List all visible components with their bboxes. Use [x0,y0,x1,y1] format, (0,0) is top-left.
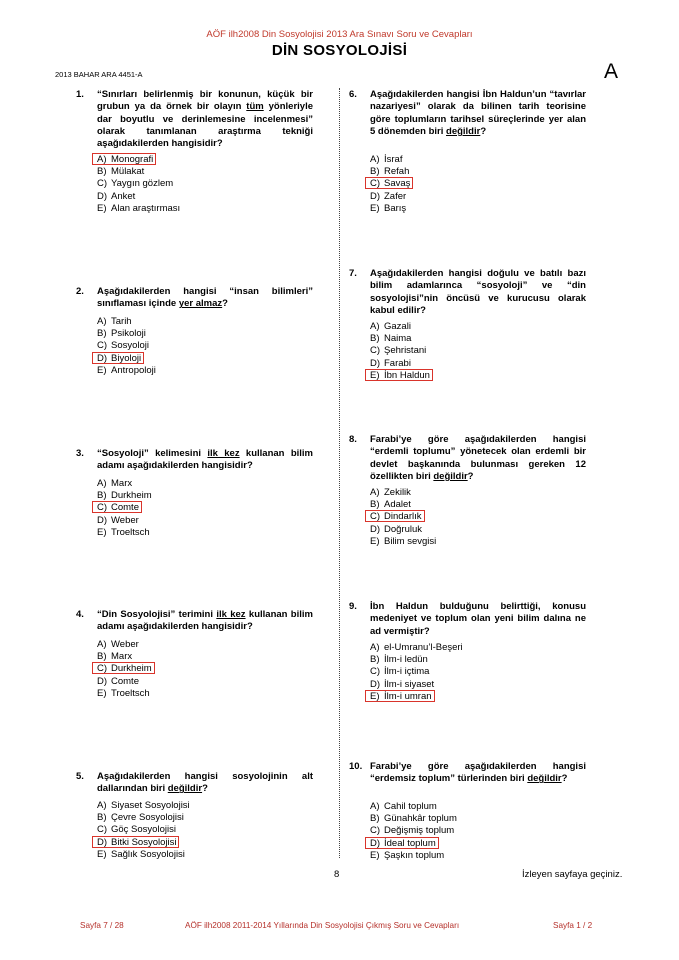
question-text-part: kullanan bilim adamı aşağıdakilerden hangisidir? [97,609,313,633]
option-letter: B) [370,166,380,178]
option-letter: A) [97,478,107,489]
option-text: Dindarlık [384,511,422,523]
answer-option [370,370,430,382]
option-letter: B) [97,166,107,178]
question-text [97,609,313,634]
option-text: Comte [111,675,139,687]
option-text: Durkheim [111,490,152,502]
option-text: Doğruluk [384,523,423,535]
answer-option [370,487,436,499]
option-text: Marx [111,478,133,489]
answer-option [370,524,436,536]
emphasis-text: tüm [246,101,264,113]
answer-option [97,154,180,166]
option-text: Yaygın gözlem [111,178,174,190]
answer-option [97,688,152,700]
option-text: Marx [111,651,133,663]
emphasis-text: ilk kez [207,448,240,459]
option-text: Psikoloji [111,328,146,340]
answer-option [370,191,410,203]
option-letter: C) [370,511,381,523]
option-letter: E) [97,848,107,860]
option-letter: C) [97,824,108,836]
emphasis-text: değildir [433,470,468,482]
option-letter: A) [97,316,107,327]
correct-answer-box [92,836,179,848]
question-text-part: Aşağıdakilerden hangisi İbn Haldun’un “tavırlar nazariyesi” olarak da bilinen tarih teorisine göre toplumların tarihsel süreçlerinde yer alan 5 dönemden biri [370,89,586,137]
option-letter: A) [97,639,107,650]
option-text: Refah [384,166,410,178]
option-letter: B) [97,651,107,663]
question-text-part: ? [222,298,228,310]
option-letter: B) [97,328,107,340]
option-letter: D) [97,836,108,848]
option-letter: D) [370,190,381,202]
question-text-part: ? [480,125,487,137]
option-letter: B) [370,333,380,345]
option-letter: A) [370,154,380,165]
answer-option [370,203,410,215]
answer-option [370,801,457,813]
question-text [97,771,313,796]
option-letter: E) [97,526,107,538]
option-letter: A) [370,487,380,498]
option-letter: D) [370,357,381,369]
answer-option [97,191,180,203]
option-text: Mülakat [111,166,145,178]
question-number: 9. [349,601,357,612]
option-text: Sosyoloji [111,340,150,352]
answer-options [370,642,463,703]
question-number: 2. [76,286,84,297]
emphasis-text: değildir [167,783,203,795]
option-letter: A) [370,642,380,653]
option-text: Adalet [384,499,411,511]
option-text: Şaşkın toplum [384,849,445,861]
answer-option [97,353,156,365]
correct-answer-box [92,352,144,364]
option-text: İlm-i içtima [384,666,430,678]
option-text: Zekilik [384,487,411,498]
correct-answer-box [92,501,142,513]
answer-option [97,178,180,190]
option-text: Savaş [384,178,411,190]
answer-option [97,166,180,178]
option-letter: E) [97,202,107,214]
question-text-part: “Din Sosyolojisi” terimini [97,609,217,620]
option-text: İlm-i ledün [384,654,428,666]
answer-option [97,849,190,861]
question-number: 10. [349,761,363,772]
option-letter: A) [97,800,107,811]
correct-answer-box [365,369,433,381]
answer-option [97,639,152,651]
question-text-part: Aşağıdakilerden hangisi sosyolojinin alt dallarından biri [97,771,313,795]
option-letter: C) [97,178,108,190]
answer-option [97,328,156,340]
question-number: 8. [349,434,357,445]
question-text [97,89,313,150]
booklet-letter: A [604,60,619,83]
option-text: Alan araştırması [111,202,181,214]
option-text: İlm-i umran [384,690,432,702]
question-text-part: kullanan bilim adamı aşağıdakilerden hangisidir? [97,448,313,472]
answer-options [97,316,156,377]
question-text [370,761,586,786]
option-text: Farabi [384,357,411,369]
option-text: Antropoloji [111,364,156,376]
option-letter: C) [370,178,381,190]
option-letter: E) [370,690,380,702]
column-divider [339,88,340,858]
option-text: Biyoloji [111,352,142,364]
option-letter: E) [97,364,107,376]
question-number: 1. [76,89,84,100]
question-number: 6. [349,89,357,100]
option-letter: B) [370,813,380,825]
question-text [97,286,313,311]
answer-option [370,345,430,357]
option-letter: D) [97,675,108,687]
question-text [370,601,586,638]
answer-option [97,203,180,215]
option-text: Cahil toplum [384,801,437,812]
option-text: Bilim sevgisi [384,535,437,547]
option-letter: C) [97,663,108,675]
option-text: İsraf [384,154,403,165]
question-text-part: Aşağıdakilerden hangisi doğulu ve batılı bazı bilim adamlarınca “sosyoloji” ve “din sosyolojisi”nin öncüsü ve kurucusu olarak kabul edilir? [370,268,586,316]
correct-answer-box [92,153,156,165]
question-text [370,89,586,138]
answer-option [370,154,410,166]
option-text: İdeal toplum [384,837,436,849]
answer-option [370,666,463,678]
correct-answer-box [365,690,435,702]
option-letter: C) [370,825,381,837]
option-letter: E) [370,849,380,861]
header-top-line: AÖF ilh2008 Din Sosyolojisi 2013 Ara Sınavı Soru ve Cevapları [206,29,473,40]
answer-option [97,527,152,539]
option-letter: C) [370,666,381,678]
question-text [370,268,586,317]
question-number: 4. [76,609,84,620]
option-text: Monografi [111,154,154,165]
answer-options [97,800,190,861]
option-text: Sağlık Sosyolojisi [111,848,185,860]
answer-option [97,663,152,675]
question-text-part: ? [202,783,208,795]
option-letter: C) [97,502,108,514]
emphasis-text: değildir [527,773,562,785]
option-letter: E) [370,202,380,214]
option-text: Weber [111,639,139,650]
option-text: İlm-i siyaset [384,678,435,690]
question-text [370,434,586,483]
option-letter: D) [370,837,381,849]
option-text: Gazali [384,321,411,332]
option-letter: D) [370,678,381,690]
answer-option [97,837,190,849]
option-text: Durkheim [111,663,152,675]
answer-option [370,850,457,862]
option-text: Göç Sosyolojisi [111,824,176,836]
option-letter: D) [370,523,381,535]
option-text: Comte [111,502,139,514]
question-text-part: “Sınırları belirlenmiş bir konunun, küçük bir grubun ya da örnek bir olayın [97,89,313,113]
option-letter: D) [97,514,108,526]
question-text-part: Aşağıdakilerden hangisi “insan bilimleri” sınıflaması içinde [97,286,313,310]
option-letter: E) [370,369,380,381]
question-number: 7. [349,268,357,279]
answer-option [97,515,152,527]
answer-option [370,813,457,825]
option-letter: B) [370,499,380,511]
answer-option [97,676,152,688]
answer-options [370,801,457,862]
answer-options [97,154,180,215]
option-letter: C) [97,340,108,352]
answer-option [370,321,430,333]
option-text: Weber [111,514,139,526]
option-letter: D) [97,352,108,364]
question-text-part: yönleriyle dar boyutlu ve derinlemesine incelenmesi” olarak tanımlanan araştırma tekniği aşağıdakilerden hangisidir? [97,101,313,150]
answer-option [370,178,410,190]
answer-option [370,511,436,523]
question-text-part: Farabi’ye göre aşağıdakilerden hangisi “erdemli toplumu” yönetecek olan erdemli bir devlet başkanında bulunması gereken 12 özellikten biri [370,434,586,482]
option-letter: A) [370,801,380,812]
question-number: 5. [76,771,84,782]
correct-answer-box [365,177,413,189]
answer-option [370,691,463,703]
footer-center: AÖF ilh2008 2011-2014 Yıllarında Din Sosyolojisi Çıkmış Soru ve Cevapları [185,921,460,930]
option-text: Şehristani [384,345,427,357]
option-letter: E) [370,535,380,547]
option-text: Anket [111,190,136,202]
option-letter: A) [97,154,107,165]
answer-option [370,536,436,548]
answer-option [97,800,190,812]
question-text-part: İbn Haldun bulduğunu belirttiği, konusu medeniyet ve toplum olan yeni bilim dalına ne ad vermiştir? [370,601,586,637]
page-number: 8 [334,869,340,880]
option-letter: C) [370,345,381,357]
option-text: Siyaset Sosyolojisi [111,800,190,811]
next-page-note: İzleyen sayfaya geçiniz. [522,869,623,880]
option-text: Troeltsch [111,526,150,538]
question-text-part: Farabi’ye göre aşağıdakilerden hangisi “erdemsiz toplum” türlerinden biri [370,761,586,785]
document-title: DİN SOSYOLOJİSİ [271,42,408,59]
option-text: Bitki Sosyolojisi [111,836,177,848]
question-text-part: ? [561,773,568,785]
answer-option [97,478,152,490]
option-text: Zafer [384,190,407,202]
option-letter: A) [370,321,380,332]
question-text-part: ? [467,470,474,482]
option-text: Barış [384,202,407,214]
answer-option [370,838,457,850]
exam-code: 2013 BAHAR ARA 4451-A [55,70,143,79]
option-text: el-Umranu’l-Beşeri [384,642,463,653]
correct-answer-box [92,662,155,674]
emphasis-text: değildir [446,125,481,137]
option-text: Naima [384,333,412,345]
answer-options [370,321,430,382]
correct-answer-box [365,510,425,522]
option-text: Değişmiş toplum [384,825,455,837]
option-text: İbn Haldun [384,369,430,381]
answer-option [97,812,190,824]
answer-option [370,642,463,654]
answer-option [97,502,152,514]
answer-option [97,365,156,377]
answer-option [370,333,430,345]
emphasis-text: ilk kez [216,609,246,620]
option-text: Günahkâr toplum [384,813,457,825]
option-letter: B) [97,490,107,502]
answer-option [370,654,463,666]
footer-left: Sayfa 7 / 28 [80,921,124,930]
option-letter: E) [97,687,107,699]
answer-options [370,487,436,548]
question-number: 3. [76,448,84,459]
option-letter: B) [97,812,107,824]
option-text: Tarih [111,316,132,327]
answer-option [97,316,156,328]
option-letter: D) [97,190,108,202]
option-text: Troeltsch [111,687,150,699]
answer-options [97,478,152,539]
question-text-part: “Sosyoloji” kelimesini [97,448,208,459]
footer-right: Sayfa 1 / 2 [553,921,593,930]
option-letter: B) [370,654,380,666]
question-text [97,448,313,473]
answer-options [97,639,152,700]
emphasis-text: yer almaz [178,298,223,310]
option-text: Çevre Sosyolojisi [111,812,184,824]
correct-answer-box [365,837,439,849]
answer-options [370,154,410,215]
